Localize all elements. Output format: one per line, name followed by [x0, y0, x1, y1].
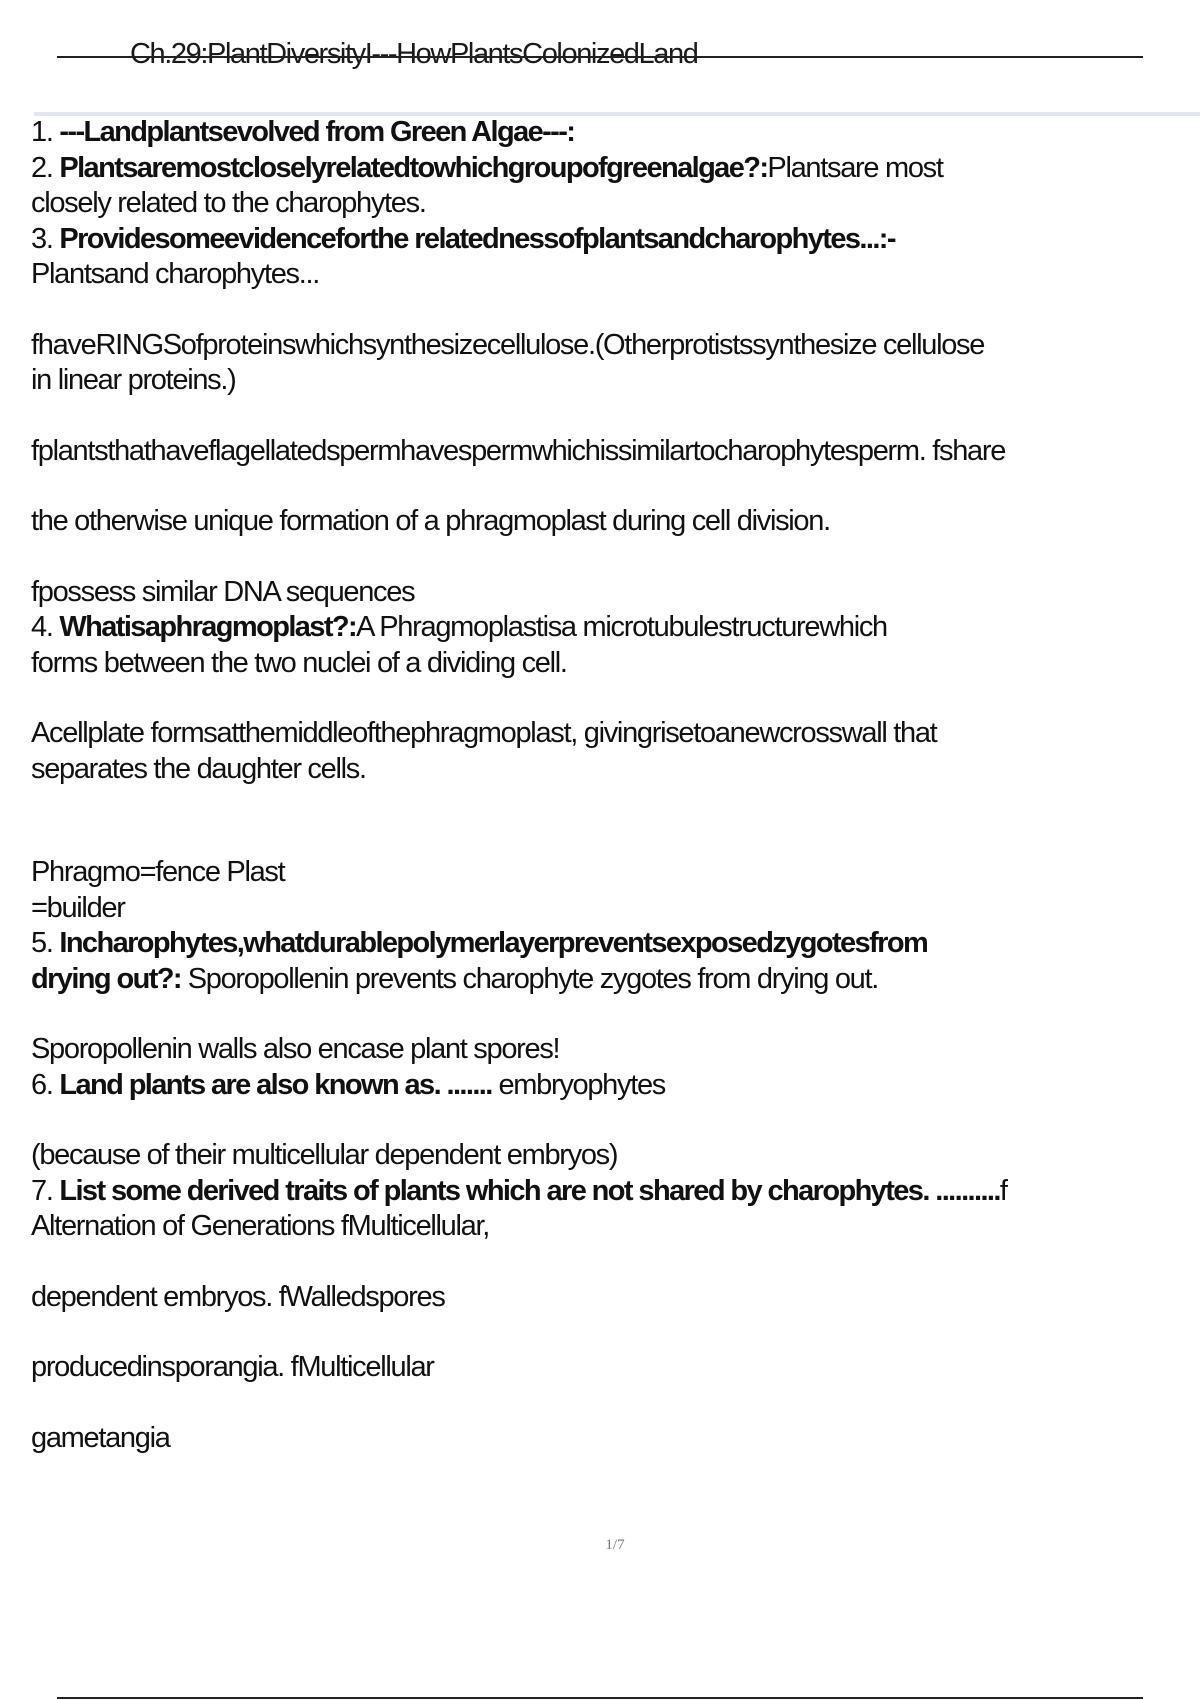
answer-line: closely related to the charophytes.: [31, 187, 426, 219]
answer-line: Alternation of Generations fMulticellular,: [31, 1210, 489, 1242]
footer-divider: [57, 1697, 1143, 1699]
answer-line: gametangia: [31, 1421, 170, 1454]
evidence-item: fplantsthathaveflagellatedspermhavespermwhichissimilartocharophytesperm. fshare: [31, 434, 1006, 467]
answer-line: Plantsand charophytes...: [31, 258, 319, 290]
question-text: Providesomeevidenceforthe relatednessofplantsandcharophytes...:-: [59, 222, 895, 255]
question-5: [31, 926, 1200, 962]
answer-line: (because of their multicellular dependent embryos): [31, 1139, 618, 1171]
answer-line: Acellplate formsatthemiddleofthephragmoplast, givingrisetoanewcrosswall that: [31, 717, 937, 749]
etymology-line: Phragmo=fence Plast: [31, 856, 285, 888]
question-3: [31, 222, 1200, 258]
question-7: [31, 1174, 1200, 1210]
evidence-item: fpossess similar DNA sequences: [31, 575, 415, 608]
question-text: Plantsaremostcloselyrelatedtowhichgroupofgreenalgae?:: [59, 151, 768, 184]
question-text: Whatisaphragmoplast?:: [59, 611, 357, 643]
answer-text: Sporopollenin prevents charophyte zygotes from drying out.: [180, 962, 879, 995]
question-5-continued: [31, 962, 1200, 998]
question-number: 5.: [31, 927, 53, 959]
answer-text: Plantsare most: [767, 151, 943, 184]
evidence-item-continued: in linear proteins.): [31, 364, 236, 396]
evidence-item: fhaveRINGSofproteinswhichsynthesizecellulose.(Otherprotistssynthesize cellulose: [31, 328, 985, 361]
question-number: 1.: [31, 116, 53, 148]
page-title: Ch.29:PlantDiversityI---HowPlantsColonizedLand: [130, 38, 698, 70]
question-1: [31, 115, 1200, 151]
question-6: [31, 1068, 1200, 1104]
answer-text: f: [999, 1174, 1007, 1207]
answer-text: A Phragmoplastisa microtubulestructurewhich: [356, 611, 887, 643]
question-2: [31, 151, 1200, 187]
question-number: 3.: [31, 222, 53, 255]
question-text: Incharophytes,whatdurablepolymerlayerpreventsexposedzygotesfrom: [59, 927, 928, 959]
evidence-item: the otherwise unique formation of a phragmoplast during cell division.: [31, 505, 830, 537]
etymology-line: =builder: [31, 891, 125, 924]
answer-line: dependent embryos. fWalledspores: [31, 1280, 445, 1313]
answer-text: embryophytes: [491, 1068, 665, 1101]
question-4: [31, 610, 1200, 646]
answer-line: Sporopollenin walls also encase plant spores!: [31, 1033, 560, 1065]
title-strike-line: [57, 56, 1143, 58]
question-text: List some derived traits of plants which are not shared by charophytes. ..........: [59, 1174, 1000, 1207]
answer-line: forms between the two nuclei of a dividing cell.: [31, 646, 567, 679]
question-text: Land plants are also known as. .......: [59, 1068, 492, 1101]
question-number: 7.: [31, 1174, 53, 1207]
answer-line: separates the daughter cells.: [31, 752, 366, 785]
answer-line: producedinsporangia. fMulticellular: [31, 1351, 434, 1383]
question-text: ---Landplantsevolved from Green Algae---:: [59, 116, 575, 148]
document-body: [31, 115, 1200, 1456]
question-number: 2.: [31, 151, 53, 184]
question-number: 4.: [31, 611, 53, 643]
page-header: [0, 0, 1200, 110]
question-text: drying out?:: [31, 962, 181, 995]
question-number: 6.: [31, 1068, 53, 1101]
page-number: 1/7: [605, 1537, 625, 1553]
